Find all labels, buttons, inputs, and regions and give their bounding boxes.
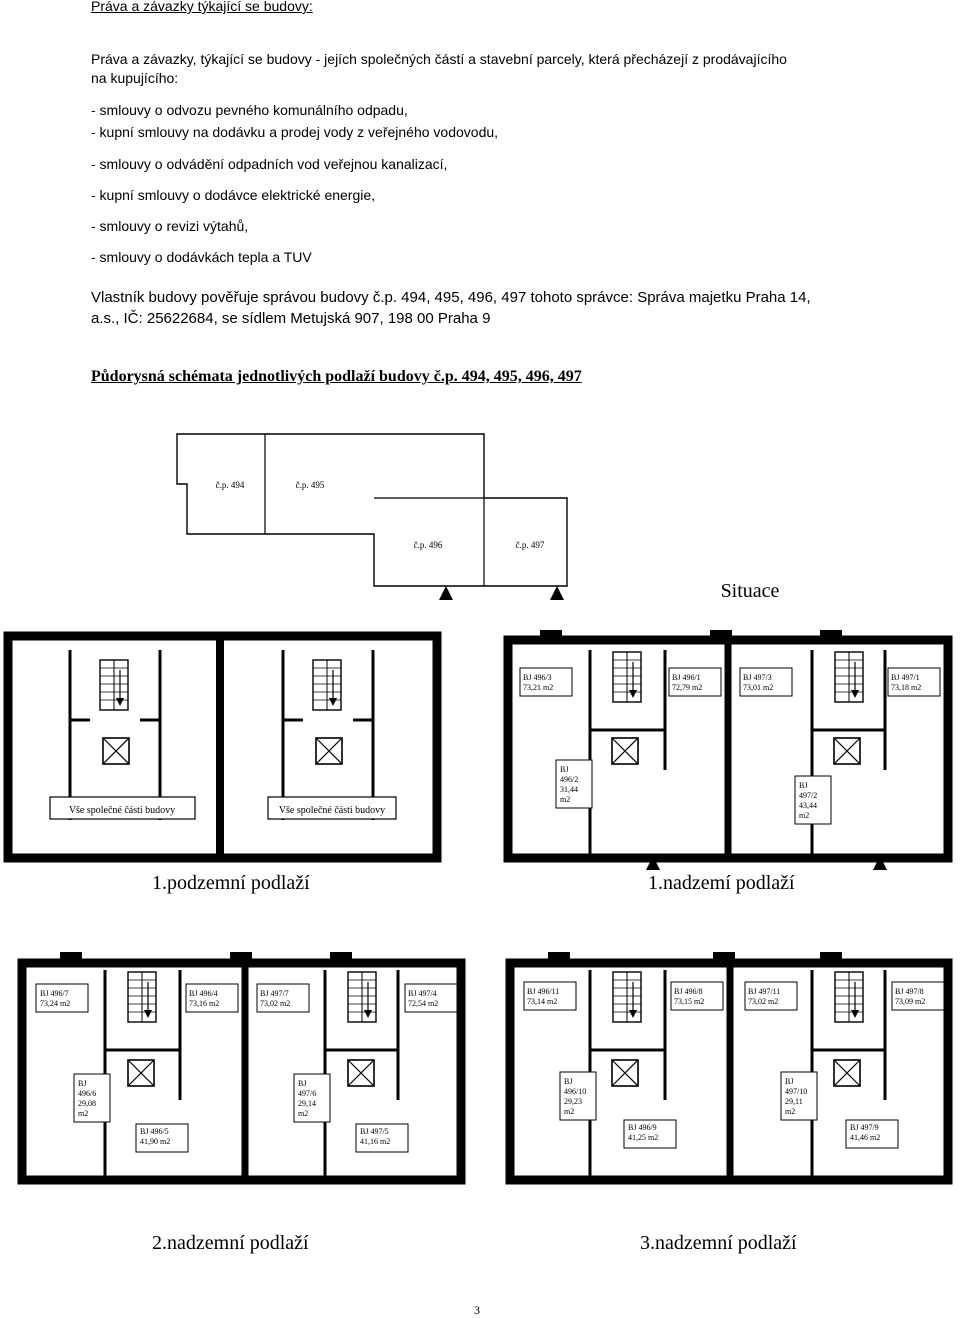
svg-text:BJ 497/173,18 m2: BJ 497/1 73,18 m2 [891,673,922,692]
building-label-496: č.p. 496 [413,540,443,550]
svg-text:BJ497/1029,11m2: BJ 497/10 29,11 m2 [785,1077,808,1116]
svg-text:BJ 496/373,21 m2: BJ 496/3 73,21 m2 [523,673,554,692]
page-number: 3 [474,1303,480,1317]
building-label-497: č.p. 497 [515,540,545,550]
svg-text:BJ 496/873,15 m2: BJ 496/8 73,15 m2 [674,987,705,1006]
contract-item: - smlouvy o dodávkách tepla a TUV [91,249,312,265]
svg-text:BJ497/243,44m2: BJ 497/2 43,44 m2 [799,781,818,820]
contract-item: - kupní smlouvy o dodávce elektrické energie, [91,187,376,203]
svg-text:BJ 496/773,24 m2: BJ 496/7 73,24 m2 [40,989,71,1008]
building-label-494: č.p. 494 [215,480,245,490]
svg-text:BJ 496/473,16 m2: BJ 496/4 73,16 m2 [189,989,220,1008]
svg-text:BJ 497/373,01 m2: BJ 497/3 73,01 m2 [743,673,774,692]
caption-basement: 1.podzemní podlaží [152,872,310,894]
floor1-plan [508,630,948,870]
contract-item: - smlouvy o odvádění odpadních vod veřejnou kanalizací, [91,156,448,172]
svg-text:BJ 497/873,09 m2: BJ 497/8 73,09 m2 [895,987,926,1006]
section-heading: Práva a závazky týkající se budovy: [91,0,313,14]
svg-text:BJ 496/941,25 m2: BJ 496/9 41,25 m2 [628,1123,659,1142]
svg-text:BJ497/629,14m2: BJ 497/6 29,14 m2 [298,1079,317,1118]
owner-line-2: a.s., IČ: 25622684, se sídlem Metujská 907, 198 00 Praha 9 [91,310,491,327]
caption-floor3: 3.nadzemní podlaží [640,1232,797,1254]
floor-plans-title: Půdorysná schémata jednotlivých podlaží budovy č.p. 494, 495, 496, 497 [91,368,582,385]
svg-text:BJ 496/541,90 m2: BJ 496/5 41,90 m2 [140,1127,171,1146]
svg-text:BJ 496/172,79 m2: BJ 496/1 72,79 m2 [672,673,703,692]
contract-item: - smlouvy o odvozu pevného komunálního odpadu, [91,102,408,118]
caption-floor2: 2.nadzemní podlaží [152,1232,309,1254]
basement-plan [8,632,437,858]
svg-text:BJ496/1029,23m2: BJ 496/10 29,23 m2 [564,1077,587,1116]
svg-text:BJ 497/941,46 m2: BJ 497/9 41,46 m2 [850,1123,881,1142]
svg-text:BJ 496/1173,14 m2: BJ 496/11 73,14 m2 [527,987,560,1006]
floor2-plan [22,952,461,1180]
caption-floor1: 1.nadzemí podlaží [648,872,795,894]
floor3-plan [510,952,948,1180]
building-label-495: č.p. 495 [295,480,325,490]
common-areas-label: Vše společné části budovy [68,805,176,816]
svg-text:BJ496/231,44m2: BJ 496/2 31,44 m2 [560,765,579,804]
svg-text:BJ 497/472,54 m2: BJ 497/4 72,54 m2 [408,989,439,1008]
svg-text:BJ 497/1173,02 m2: BJ 497/11 73,02 m2 [748,987,781,1006]
contract-item: - smlouvy o revizi výtahů, [91,218,249,234]
contract-item: - kupní smlouvy na dodávku a prodej vody z veřejného vodovodu, [91,124,499,140]
situation-label: Situace [720,580,780,602]
svg-text:BJ 497/773,02 m2: BJ 497/7 73,02 m2 [260,989,291,1008]
svg-text:BJ 497/541,16 m2: BJ 497/5 41,16 m2 [360,1127,391,1146]
svg-text:BJ496/629,08m2: BJ 496/6 29,08 m2 [78,1079,97,1118]
intro-line-1: Práva a závazky, týkající se budovy - jejích společných částí a stavební parcely, která přecházejí z prodávajícího [91,51,787,67]
common-areas-label: Vše společné části budovy [278,805,386,816]
intro-line-2: na kupujícího: [91,70,179,86]
owner-line-1: Vlastník budovy pověřuje správou budovy č.p. 494, 495, 496, 497 tohoto správce: Správa majetku Praha 14, [91,289,811,306]
